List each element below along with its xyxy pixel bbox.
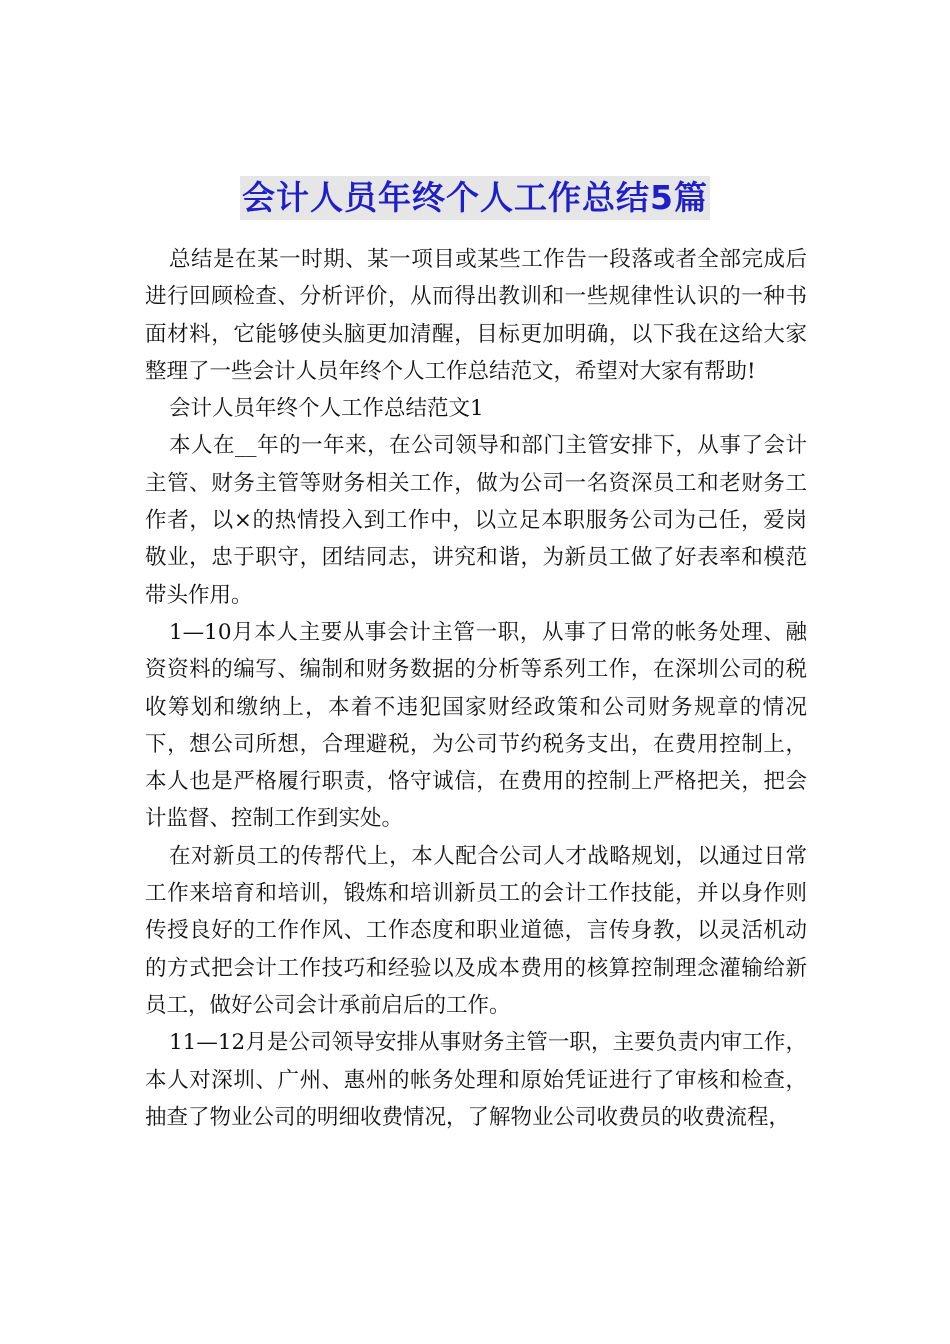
document-title: 会计人员年终个人工作总结5篇 <box>240 176 710 220</box>
document-body <box>145 241 807 1136</box>
intro-paragraph: 总结是在某一时期、某一项目或某些工作告一段落或者全部完成后进行回顾检查、分析评价，从而得出教训和一些规律性认识的一种书面材料，它能够使头脑更加清醒，目标更加明确，以下我在这给大家整理了一些会计人员年终个人工作总结范文，希望对大家有帮助! <box>145 247 807 384</box>
body-paragraph: 在对新员工的传帮代上，本人配合公司人才战略规划，以通过日常工作来培育和培训，锻炼和培训新员工的会计工作技能，并以身作则传授良好的工作作风、工作态度和职业道德，言传身教，以灵活机动的方式把会计工作技巧和经验以及成本费用的核算控制理念灌输给新员工，做好公司会计承前启后的工作。 <box>145 843 807 1018</box>
body-paragraph: 1—10月本人主要从事会计主管一职，从事了日常的帐务处理、融资资料的编写、编制和财务数据的分析等系列工作，在深圳公司的税收筹划和缴纳上，本着不违犯国家财经政策和公司财务规章的情况下，想公司所想，合理避税，为公司节约税务支出，在费用控制上，本人也是严格履行职责，恪守诚信，在费用的控制上严格把关，把会计监督、控制工作到实处。 <box>145 619 807 832</box>
title-container <box>0 176 950 220</box>
body-paragraph: 本人在__年的一年来，在公司领导和部门主管安排下，从事了会计主管、财务主管等财务相关工作，做为公司一名资深员工和老财务工作者，以×的热情投入到工作中，以立足本职服务公司为己任，爱岗敬业，忠于职守，团结同志，讲究和谐，为新员工做了好表率和模范带头作用。 <box>145 433 807 608</box>
body-paragraph: 11—12月是公司领导安排从事财务主管一职，主要负责内审工作，本人对深圳、广州、惠州的帐务处理和原始凭证进行了审核和检查，抽查了物业公司的明细收费情况，了解物业公司收费员的收费流程， <box>145 1030 807 1130</box>
section-heading: 会计人员年终个人工作总结范文1 <box>169 396 484 422</box>
